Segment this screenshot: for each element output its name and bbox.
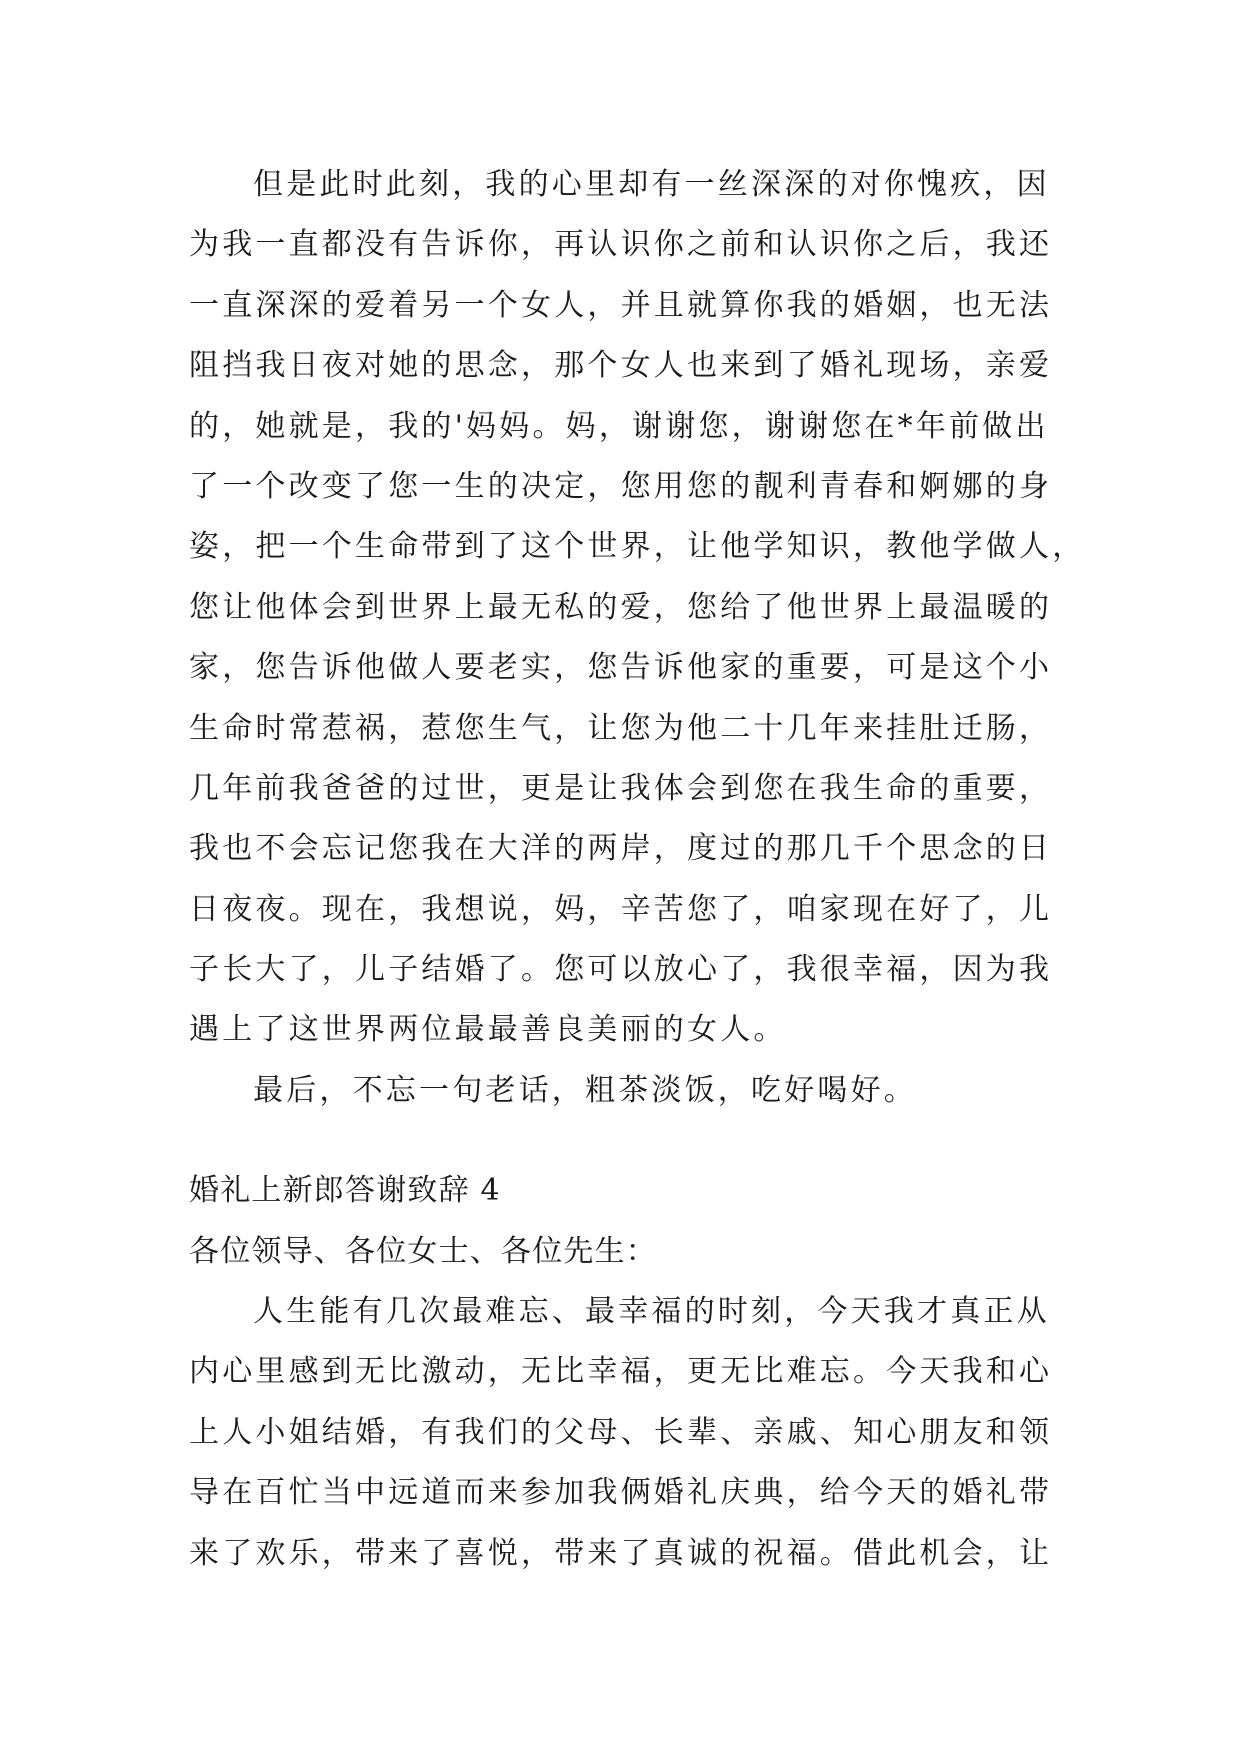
text-line: 最后，不忘一句老话，粗茶淡饭，吃好喝好。: [253, 1072, 917, 1108]
paragraph-mother-tribute: [189, 155, 1086, 1061]
text-line: 生命时常惹祸，惹您生气，让您为他二十几年来挂肚迁肠，: [189, 710, 1053, 746]
text-line: 上人小姐结婚，有我们的父母、长辈、亲戚、知心朋友和领: [189, 1414, 1053, 1450]
text-line: 的，她就是，我的'妈妈。妈，谢谢您，谢谢您在*年前做出: [189, 408, 1049, 444]
text-line: 人生能有几次最难忘、最幸福的时刻，今天我才真正从: [253, 1294, 1050, 1330]
text-line: 家，您告诉他做人要老实，您告诉他家的重要，可是这个小: [189, 650, 1053, 686]
text-line: 为我一直都没有告诉你，再认识你之前和认识你之后，我还: [189, 227, 1053, 263]
text-line: 但是此时此刻，我的心里却有一丝深深的对你愧疚，因: [253, 167, 1050, 202]
section-spacer: [189, 1121, 1059, 1161]
text-line: 日夜夜。现在，我想说，妈，辛苦您了，咱家现在好了，儿: [189, 891, 1053, 927]
text-line: 阻挡我日夜对她的思念，那个女人也来到了婚礼现场，亲爱: [189, 348, 1053, 384]
document-body: [189, 155, 1086, 1584]
paragraph-closing: [189, 1061, 1059, 1121]
text-line: 导在百忙当中远道而来参加我俩婚礼庆典，给今天的婚礼带: [189, 1475, 1053, 1511]
text-line: 了一个改变了您一生的决定，您用您的靓利青春和婀娜的身: [189, 468, 1053, 504]
section-title: 婚礼上新郎答谢致辞 4: [189, 1173, 501, 1209]
text-line: 几年前我爸爸的过世，更是让我体会到您在我生命的重要，: [189, 770, 1053, 806]
text-line: 我也不会忘记您我在大洋的两岸，度过的那几千个思念的日: [189, 831, 1053, 867]
text-line: 姿，把一个生命带到了这个世界，让他学知识，教他学做人，: [189, 529, 1086, 565]
paragraph-speech-opening: [189, 1282, 1059, 1584]
text-line: 您让他体会到世界上最无私的爱，您给了他世界上最温暖的: [189, 589, 1053, 625]
text-line: 内心里感到无比激动，无比幸福，更无比难忘。今天我和心: [189, 1354, 1053, 1390]
text-line: 一直深深的爱着另一个女人，并且就算你我的婚姻，也无法: [189, 287, 1053, 323]
salutation: 各位领导、各位女士、各位先生：: [189, 1233, 657, 1269]
text-line: 来了欢乐，带来了喜悦，带来了真诚的祝福。借此机会，让: [189, 1535, 1053, 1571]
text-line: 遇上了这世界两位最最善良美丽的女人。: [189, 1012, 787, 1048]
text-line: 子长大了，儿子结婚了。您可以放心了，我很幸福，因为我: [189, 952, 1053, 988]
